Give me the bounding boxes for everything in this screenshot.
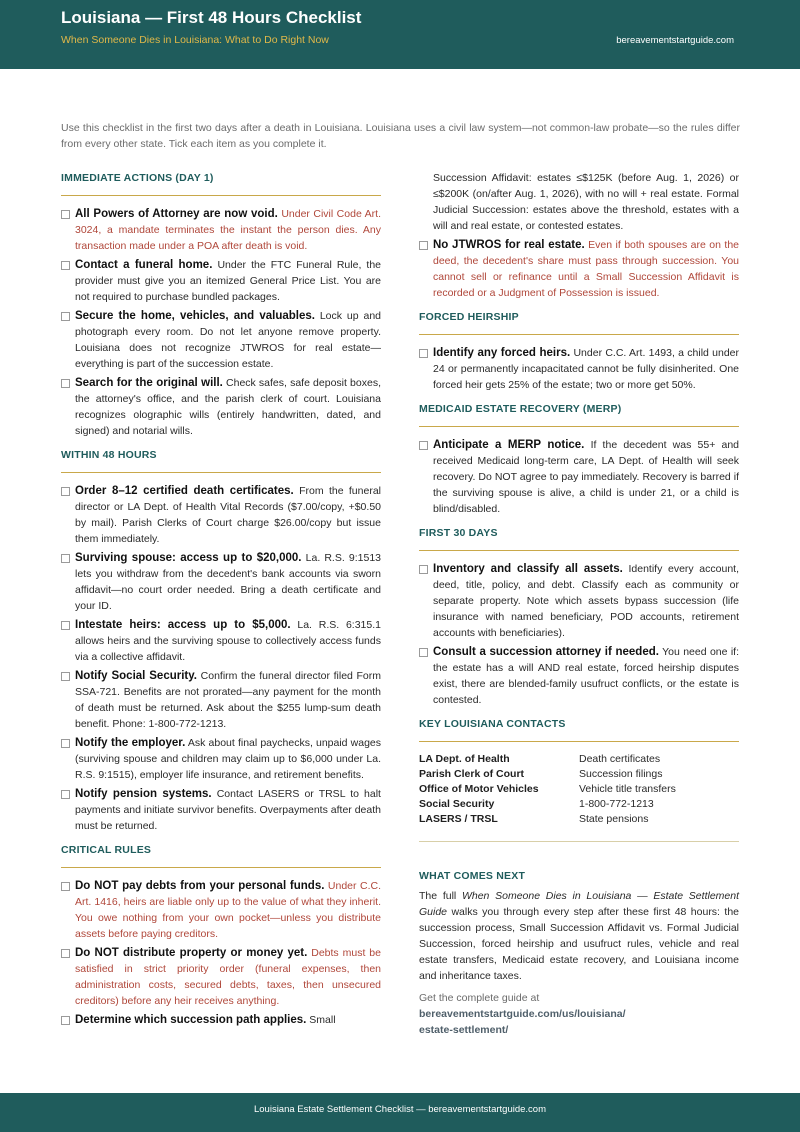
item-title: Notify the employer. (75, 737, 186, 749)
item-description: Ask about final paychecks, unpaid wages (surviving spouse and children may claim up to $6,000 under La. R.S. 9:1515), employer life insurance, and retirement benefits. (75, 737, 381, 781)
checklist-item (61, 878, 381, 942)
checkbox[interactable] (61, 882, 70, 891)
item-description: Check safes, safe deposit boxes, the attorney's office, and the parish clerk of court. Louisiana recognizes olographic wills (entirely handwritten, dated, and signed) and notarial wills. (75, 377, 381, 437)
item-description: Under Civil Code Art. 3024, a mandate terminates the instant the person dies. Any transaction made under a POA after death is void. (75, 208, 382, 252)
checkbox[interactable] (61, 672, 70, 681)
item-title: Determine which succession path applies. (75, 1014, 307, 1026)
item-title: Secure the home, vehicles, and valuables. (75, 310, 315, 322)
item-title: Do NOT distribute property or money yet. (75, 947, 308, 959)
contact-purpose: Death certificates (579, 753, 661, 765)
checklist-item (419, 345, 739, 393)
item-title: Order 8–12 certified death certificates. (75, 485, 294, 497)
checklist-item (61, 257, 381, 305)
checkbox[interactable] (61, 790, 70, 799)
item-description: From the funeral director or LA Dept. of Health Vital Records ($7.00/copy, +$0.50 by mail). Parish Clerks of Court charge $26.00/copy but issue them immediately. (75, 485, 381, 545)
page-subtitle: When Someone Dies in Louisiana: What to Do Right Now (61, 34, 329, 46)
checklist-item (61, 786, 381, 834)
item-title: Search for the original will. (75, 377, 223, 389)
item-title: Do NOT pay debts from your personal funds. (75, 880, 325, 892)
section-heading-next: WHAT COMES NEXT (419, 870, 526, 882)
item-title: Anticipate a MERP notice. (433, 439, 585, 451)
checklist-item (419, 437, 739, 517)
item-description: You need one if: the estate has a will AND real estate, forced heirship disputes exist, there are blended-family usufruct conflicts, or the estate is contested. (433, 646, 739, 706)
contact-row (419, 752, 739, 767)
next-post: walks you through every step after these first 48 hours: the succession process, Small Succession Affidavit vs. Formal Judicial Succession, forced heirship and usufruct rules, vehicle and real estate transfers, Medicaid estate recovery, and Louisiana income and inheritance taxes. (419, 906, 739, 982)
checklist-item (419, 237, 739, 301)
checkbox[interactable] (61, 739, 70, 748)
checklist-item (61, 668, 381, 732)
section-heading-contacts: KEY LOUISIANA CONTACTS (419, 716, 739, 742)
checklist-item (61, 206, 381, 254)
item-title: Consult a succession attorney if needed. (433, 646, 659, 658)
item-description: La. R.S. 6:315.1 allows heirs and the surviving spouse to collectively access funds via a collective affidavit. (75, 619, 381, 663)
succession-path-continuation: Succession Affidavit: estates ≤$125K (before Aug. 1, 2026) or ≤$200K (on/after Aug. 1, 2026), with no will + real estate. Formal Judicial Succession: estates above the threshold, estates with a will and real estate, or contested estates. (433, 172, 739, 232)
contact-row (419, 797, 739, 812)
checkbox[interactable] (61, 487, 70, 496)
checkbox[interactable] (61, 261, 70, 270)
checkbox[interactable] (419, 565, 428, 574)
checklist-item (61, 308, 381, 372)
contact-name: Office of Motor Vehicles (419, 783, 539, 795)
footer-bar: Louisiana Estate Settlement Checklist — bereavementstartguide.com (0, 1093, 800, 1132)
section-heading-immediate: IMMEDIATE ACTIONS (DAY 1) (61, 170, 381, 196)
contact-name: Parish Clerk of Court (419, 768, 525, 780)
guide-link-line2[interactable]: estate-settlement/ (419, 1024, 509, 1036)
item-title: Identify any forced heirs. (433, 347, 571, 359)
item-description: Even if both spouses are on the deed, the decedent's share must pass through succession. You cannot sell or refinance until a Small Succession Affidavit is recorded or a Judgment of Possession is issued. (433, 239, 739, 299)
checklist-item (61, 735, 381, 783)
checkbox[interactable] (61, 621, 70, 630)
checkbox[interactable] (61, 949, 70, 958)
section-heading-forced-heirship: FORCED HEIRSHIP (419, 309, 739, 335)
checkbox[interactable] (61, 554, 70, 563)
item-description: Debts must be satisfied in strict priority order (funeral expenses, then administration costs, secured debts, taxes, then unsecured creditors) before any heir receives anything. (75, 947, 381, 1007)
checkbox[interactable] (419, 241, 428, 250)
checklist-item (61, 550, 381, 614)
checklist-item (419, 644, 739, 708)
item-title: Intestate heirs: access up to $5,000. (75, 619, 291, 631)
contact-row (419, 782, 739, 797)
guide-link-line1[interactable]: bereavementstartguide.com/us/louisiana/ (419, 1008, 626, 1020)
item-title: Inventory and classify all assets. (433, 563, 623, 575)
checkbox[interactable] (61, 312, 70, 321)
item-title: Notify Social Security. (75, 670, 197, 682)
checkbox[interactable] (419, 648, 428, 657)
contact-purpose: 1-800-772-1213 (579, 798, 654, 810)
checkbox[interactable] (61, 379, 70, 388)
checklist-item (61, 375, 381, 439)
checkbox[interactable] (61, 210, 70, 219)
contact-name: Social Security (419, 798, 495, 810)
contact-name: LASERS / TRSL (419, 813, 498, 825)
left-column (61, 170, 381, 1031)
checkbox[interactable] (61, 1016, 70, 1025)
section-heading-critical: CRITICAL RULES (61, 842, 381, 868)
item-description: La. R.S. 9:1513 lets you withdraw from the decedent's bank accounts via sworn affidavit—no court order needed. Bring a death certificate and your ID. (75, 552, 382, 612)
right-column (419, 170, 739, 1038)
checklist-item (61, 945, 381, 1009)
section-heading-merp: MEDICAID ESTATE RECOVERY (MERP) (419, 401, 739, 427)
contact-purpose: State pensions (579, 813, 649, 825)
item-description: Lock up and photograph every room. Do not let anyone remove property. Louisiana does not recognize JTWROS for real estate—everything is part of the succession estate. (75, 310, 381, 370)
item-description: Under the FTC Funeral Rule, the provider must give you an itemized General Price List. You are not required to purchase bundled packages. (75, 259, 382, 303)
item-description: Under C.C. Art. 1493, a child under 24 or permanently incapacitated cannot be fully disinherited. One forced heir gets 25% of the estate; two or more get 50%. (433, 347, 740, 391)
item-description: Identify every account, deed, title, policy, and debt. Classify each as community or separate property. Note which assets bypass succession (life insurance with named beneficiary, POD accounts, retirement accounts with beneficiaries). (433, 563, 739, 639)
checklist-item (61, 483, 381, 547)
item-title: Contact a funeral home. (75, 259, 213, 271)
checklist-item (61, 617, 381, 665)
item-description: Confirm the funeral director filed Form SSA-721. Benefits are not prorated—any payment for the month of death must be returned. Ask about the $255 lump-sum death benefit. Phone: 1-800-772-1213. (75, 670, 381, 730)
next-paragraph (419, 888, 739, 984)
contact-purpose: Vehicle title transfers (579, 783, 676, 795)
item-description: Under C.C. Art. 1416, heirs are liable only up to the value of what they inherit. You owe nothing from your own pocket—unless you distribute assets before paying creditors. (75, 880, 381, 940)
header-banner (0, 0, 800, 69)
contact-row (419, 812, 739, 827)
contact-purpose: Succession filings (579, 768, 663, 780)
section-heading-first-30: FIRST 30 DAYS (419, 525, 739, 551)
get-guide-label: Get the complete guide at (419, 992, 540, 1004)
contacts-table (419, 752, 739, 842)
intro-text: Use this checklist in the first two days after a death in Louisiana. Louisiana uses a civil law system—not common-law probate—so the rules differ from every other state. Tick each item as you complete it. (61, 122, 740, 150)
contact-name: LA Dept. of Health (419, 753, 510, 765)
header-site-link[interactable]: bereavementstartguide.com (616, 35, 734, 46)
item-title: No JTWROS for real estate. (433, 239, 585, 251)
item-description: If the decedent was 55+ and received Medicaid long-term care, LA Dept. of Health will seek recovery. Do NOT agree to pay immediately. Recovery is barred if the surviving spouse is alive, a child is under 21, or a child is blind/disabled. (433, 439, 740, 515)
contact-row (419, 767, 739, 782)
item-description: Contact LASERS or TRSL to halt payments and initiate survivor benefits. Overpayments after death must be returned. (75, 788, 381, 832)
item-title: Notify pension systems. (75, 788, 212, 800)
item-title: All Powers of Attorney are now void. (75, 208, 278, 220)
next-pre: The full (419, 890, 462, 902)
checklist-item (419, 561, 739, 641)
item-description: Small (309, 1014, 336, 1026)
checkbox[interactable] (419, 441, 428, 450)
page-title: Louisiana — First 48 Hours Checklist (61, 8, 362, 27)
guide-title: When Someone Dies in Louisiana — Estate Settlement Guide (419, 890, 739, 918)
section-heading-within-48: WITHIN 48 HOURS (61, 447, 381, 473)
checkbox[interactable] (419, 349, 428, 358)
item-title: Surviving spouse: access up to $20,000. (75, 552, 302, 564)
checklist-item (61, 1012, 381, 1028)
